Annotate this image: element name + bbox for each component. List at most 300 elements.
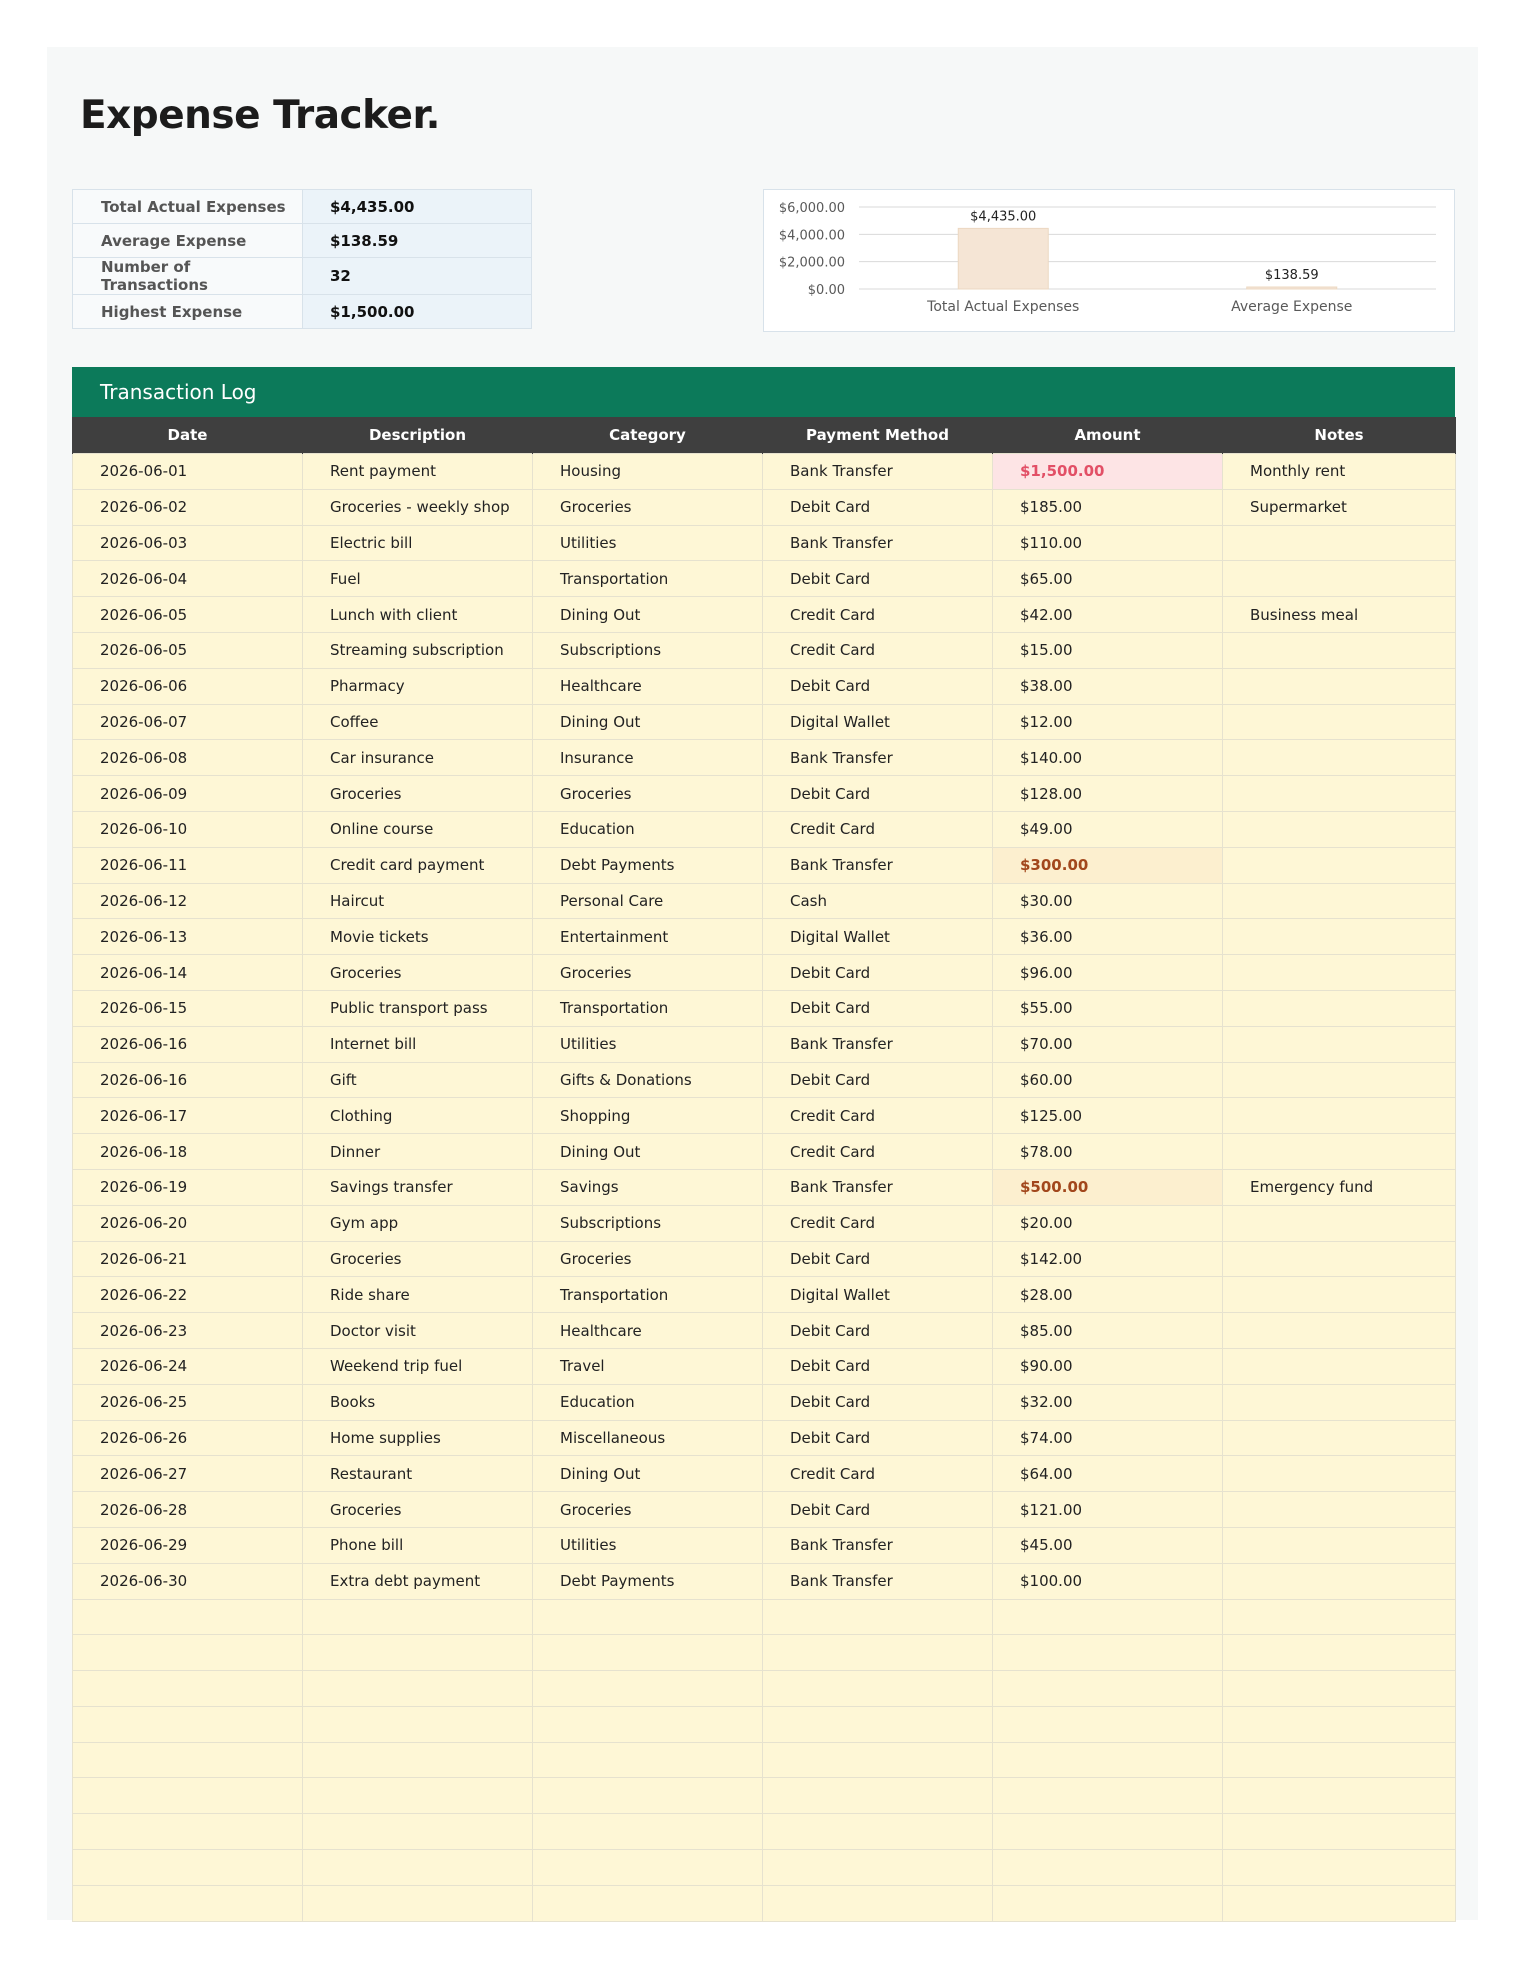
cell-description[interactable]: Groceries	[303, 955, 533, 991]
cell-payment-method[interactable]: Bank Transfer	[763, 1169, 993, 1205]
cell-date[interactable]: 2026-06-17	[73, 1098, 303, 1134]
cell-notes[interactable]: Business meal	[1223, 597, 1456, 633]
cell-category[interactable]: Insurance	[533, 740, 763, 776]
cell-amount[interactable]: $20.00	[993, 1205, 1223, 1241]
cell-description[interactable]: Phone bill	[303, 1527, 533, 1563]
cell-notes[interactable]: Emergency fund	[1223, 1169, 1456, 1205]
cell-description[interactable]: Movie tickets	[303, 919, 533, 955]
cell-date[interactable]: 2026-06-02	[73, 489, 303, 525]
column-header-payment-method[interactable]: Payment Method	[763, 417, 993, 454]
summary-label[interactable]: Highest Expense	[73, 295, 303, 329]
cell-date[interactable]: 2026-06-05	[73, 632, 303, 668]
cell-category[interactable]: Dining Out	[533, 1134, 763, 1170]
cell-notes[interactable]	[1223, 704, 1456, 740]
empty-cell[interactable]	[303, 1742, 533, 1778]
empty-cell[interactable]	[1223, 1671, 1456, 1707]
cell-payment-method[interactable]: Bank Transfer	[763, 1026, 993, 1062]
empty-cell[interactable]	[533, 1742, 763, 1778]
cell-notes[interactable]	[1223, 1062, 1456, 1098]
empty-cell[interactable]	[993, 1850, 1223, 1886]
cell-payment-method[interactable]: Bank Transfer	[763, 1563, 993, 1599]
cell-category[interactable]: Transportation	[533, 990, 763, 1026]
column-header-category[interactable]: Category	[533, 417, 763, 454]
empty-cell[interactable]	[73, 1706, 303, 1742]
cell-amount[interactable]: $74.00	[993, 1420, 1223, 1456]
cell-amount[interactable]: $140.00	[993, 740, 1223, 776]
cell-payment-method[interactable]: Debit Card	[763, 1384, 993, 1420]
chart-y-tick-label: $4,000.00	[778, 228, 845, 244]
cell-category[interactable]: Groceries	[533, 489, 763, 525]
cell-category[interactable]: Shopping	[533, 1098, 763, 1134]
cell-notes[interactable]	[1223, 1134, 1456, 1170]
empty-cell[interactable]	[533, 1599, 763, 1635]
cell-payment-method[interactable]: Debit Card	[763, 489, 993, 525]
cell-description[interactable]: Rent payment	[303, 454, 533, 490]
cell-description[interactable]: Extra debt payment	[303, 1563, 533, 1599]
cell-payment-method[interactable]: Bank Transfer	[763, 740, 993, 776]
empty-cell[interactable]	[303, 1706, 533, 1742]
cell-notes[interactable]	[1223, 1241, 1456, 1277]
chart-y-tick-label: $0.00	[807, 283, 845, 298]
cell-notes[interactable]	[1223, 668, 1456, 704]
cell-notes[interactable]	[1223, 919, 1456, 955]
empty-cell[interactable]	[303, 1850, 533, 1886]
empty-cell[interactable]	[533, 1635, 763, 1671]
summary-value[interactable]: $138.59	[303, 224, 532, 258]
empty-cell[interactable]	[993, 1885, 1223, 1921]
cell-description[interactable]: Groceries	[303, 1241, 533, 1277]
cell-description[interactable]: Pharmacy	[303, 668, 533, 704]
cell-amount[interactable]: $65.00	[993, 561, 1223, 597]
cell-date[interactable]: 2026-06-04	[73, 561, 303, 597]
summary-label[interactable]: Total Actual Expenses	[73, 190, 303, 224]
cell-amount[interactable]: $49.00	[993, 811, 1223, 847]
cell-category[interactable]: Education	[533, 1384, 763, 1420]
table-row	[73, 1277, 1456, 1313]
cell-payment-method[interactable]: Credit Card	[763, 632, 993, 668]
cell-amount[interactable]: $78.00	[993, 1134, 1223, 1170]
empty-cell[interactable]	[993, 1671, 1223, 1707]
cell-category[interactable]: Groceries	[533, 1492, 763, 1528]
cell-notes[interactable]	[1223, 1527, 1456, 1563]
cell-description[interactable]: Credit card payment	[303, 847, 533, 883]
empty-cell[interactable]	[993, 1635, 1223, 1671]
cell-category[interactable]: Savings	[533, 1169, 763, 1205]
empty-cell[interactable]	[303, 1778, 533, 1814]
cell-description[interactable]: Haircut	[303, 883, 533, 919]
cell-date[interactable]: 2026-06-07	[73, 704, 303, 740]
cell-amount[interactable]: $55.00	[993, 990, 1223, 1026]
empty-table-row	[73, 1742, 1456, 1778]
empty-cell[interactable]	[533, 1778, 763, 1814]
cell-category[interactable]: Healthcare	[533, 668, 763, 704]
empty-cell[interactable]	[763, 1706, 993, 1742]
cell-amount[interactable]: $90.00	[993, 1348, 1223, 1384]
cell-notes[interactable]	[1223, 1420, 1456, 1456]
cell-description[interactable]: Groceries	[303, 1492, 533, 1528]
cell-payment-method[interactable]: Credit Card	[763, 811, 993, 847]
cell-category[interactable]: Travel	[533, 1348, 763, 1384]
cell-notes[interactable]	[1223, 1277, 1456, 1313]
empty-cell[interactable]	[993, 1599, 1223, 1635]
table-row	[73, 597, 1456, 633]
chart-data-label: $4,435.00	[970, 209, 1037, 225]
cell-date[interactable]: 2026-06-19	[73, 1169, 303, 1205]
cell-payment-method[interactable]: Bank Transfer	[763, 847, 993, 883]
cell-payment-method[interactable]: Cash	[763, 883, 993, 919]
cell-category[interactable]: Utilities	[533, 525, 763, 561]
table-row	[73, 1134, 1456, 1170]
cell-notes[interactable]	[1223, 1313, 1456, 1349]
page-title: Expense Tracker.	[80, 93, 440, 138]
empty-table-row	[73, 1778, 1456, 1814]
cell-notes[interactable]: Supermarket	[1223, 489, 1456, 525]
empty-table-row	[73, 1850, 1456, 1886]
cell-date[interactable]: 2026-06-13	[73, 919, 303, 955]
cell-category[interactable]: Transportation	[533, 561, 763, 597]
cell-description[interactable]: Savings transfer	[303, 1169, 533, 1205]
empty-cell[interactable]	[763, 1885, 993, 1921]
cell-category[interactable]: Miscellaneous	[533, 1420, 763, 1456]
empty-cell[interactable]	[1223, 1599, 1456, 1635]
summary-value[interactable]: $1,500.00	[303, 295, 532, 329]
cell-amount[interactable]: $28.00	[993, 1277, 1223, 1313]
transaction-log-title: Transaction Log	[72, 367, 1455, 417]
cell-description[interactable]: Streaming subscription	[303, 632, 533, 668]
cell-amount[interactable]: $12.00	[993, 704, 1223, 740]
summary-row-highest	[73, 295, 532, 329]
cell-date[interactable]: 2026-06-10	[73, 811, 303, 847]
cell-date[interactable]: 2026-06-30	[73, 1563, 303, 1599]
cell-date[interactable]: 2026-06-29	[73, 1527, 303, 1563]
empty-cell[interactable]	[303, 1885, 533, 1921]
cell-payment-method[interactable]: Credit Card	[763, 1134, 993, 1170]
cell-amount[interactable]: $42.00	[993, 597, 1223, 633]
cell-amount[interactable]: $60.00	[993, 1062, 1223, 1098]
cell-amount[interactable]: $32.00	[993, 1384, 1223, 1420]
table-row	[73, 955, 1456, 991]
cell-description[interactable]: Public transport pass	[303, 990, 533, 1026]
cell-description[interactable]: Coffee	[303, 704, 533, 740]
empty-cell[interactable]	[763, 1635, 993, 1671]
chart-category-label: Average Expense	[1231, 299, 1353, 315]
table-row	[73, 561, 1456, 597]
cell-category[interactable]: Subscriptions	[533, 1205, 763, 1241]
cell-amount[interactable]: $36.00	[993, 919, 1223, 955]
cell-payment-method[interactable]: Bank Transfer	[763, 525, 993, 561]
cell-description[interactable]: Doctor visit	[303, 1313, 533, 1349]
empty-cell[interactable]	[1223, 1885, 1456, 1921]
empty-cell[interactable]	[73, 1671, 303, 1707]
cell-amount[interactable]: $110.00	[993, 525, 1223, 561]
cell-category[interactable]: Healthcare	[533, 1313, 763, 1349]
table-row	[73, 1492, 1456, 1528]
table-row	[73, 454, 1456, 490]
cell-date[interactable]: 2026-06-23	[73, 1313, 303, 1349]
cell-payment-method[interactable]: Bank Transfer	[763, 1527, 993, 1563]
cell-category[interactable]: Dining Out	[533, 704, 763, 740]
table-row	[73, 704, 1456, 740]
empty-cell[interactable]	[533, 1706, 763, 1742]
empty-cell[interactable]	[1223, 1814, 1456, 1850]
cell-notes[interactable]: Monthly rent	[1223, 454, 1456, 490]
cell-payment-method[interactable]: Debit Card	[763, 1420, 993, 1456]
cell-category[interactable]: Gifts & Donations	[533, 1062, 763, 1098]
cell-date[interactable]: 2026-06-16	[73, 1062, 303, 1098]
cell-amount[interactable]: $185.00	[993, 489, 1223, 525]
table-row	[73, 632, 1456, 668]
cell-notes[interactable]	[1223, 990, 1456, 1026]
cell-amount[interactable]: $128.00	[993, 776, 1223, 812]
cell-payment-method[interactable]: Debit Card	[763, 1062, 993, 1098]
cell-notes[interactable]	[1223, 1456, 1456, 1492]
empty-cell[interactable]	[533, 1885, 763, 1921]
empty-cell[interactable]	[533, 1814, 763, 1850]
table-row	[73, 1313, 1456, 1349]
cell-description[interactable]: Gift	[303, 1062, 533, 1098]
summary-value[interactable]: 32	[303, 258, 532, 295]
empty-cell[interactable]	[73, 1850, 303, 1886]
cell-payment-method[interactable]: Credit Card	[763, 1205, 993, 1241]
cell-payment-method[interactable]: Debit Card	[763, 1348, 993, 1384]
table-row	[73, 740, 1456, 776]
cell-payment-method[interactable]: Debit Card	[763, 668, 993, 704]
cell-date[interactable]: 2026-06-01	[73, 454, 303, 490]
summary-label[interactable]: Number of Transactions	[73, 258, 303, 295]
cell-category[interactable]: Housing	[533, 454, 763, 490]
cell-amount[interactable]: $142.00	[993, 1241, 1223, 1277]
empty-cell[interactable]	[73, 1742, 303, 1778]
cell-amount[interactable]: $30.00	[993, 883, 1223, 919]
cell-date[interactable]: 2026-06-09	[73, 776, 303, 812]
cell-description[interactable]: Lunch with client	[303, 597, 533, 633]
empty-cell[interactable]	[533, 1671, 763, 1707]
cell-description[interactable]: Groceries	[303, 776, 533, 812]
cell-notes[interactable]	[1223, 525, 1456, 561]
cell-description[interactable]: Dinner	[303, 1134, 533, 1170]
cell-category[interactable]: Groceries	[533, 955, 763, 991]
empty-cell[interactable]	[73, 1814, 303, 1850]
cell-payment-method[interactable]: Debit Card	[763, 561, 993, 597]
cell-date[interactable]: 2026-06-06	[73, 668, 303, 704]
table-row	[73, 525, 1456, 561]
cell-payment-method[interactable]: Debit Card	[763, 776, 993, 812]
empty-cell[interactable]	[1223, 1706, 1456, 1742]
table-row	[73, 1348, 1456, 1384]
cell-amount[interactable]: $121.00	[993, 1492, 1223, 1528]
cell-description[interactable]: Internet bill	[303, 1026, 533, 1062]
cell-amount[interactable]: $96.00	[993, 955, 1223, 991]
empty-cell[interactable]	[73, 1885, 303, 1921]
cell-notes[interactable]	[1223, 1348, 1456, 1384]
cell-date[interactable]: 2026-06-20	[73, 1205, 303, 1241]
cell-notes[interactable]	[1223, 1384, 1456, 1420]
cell-description[interactable]: Clothing	[303, 1098, 533, 1134]
cell-date[interactable]: 2026-06-18	[73, 1134, 303, 1170]
empty-cell[interactable]	[303, 1599, 533, 1635]
cell-category[interactable]: Dining Out	[533, 597, 763, 633]
table-row	[73, 1527, 1456, 1563]
cell-notes[interactable]	[1223, 776, 1456, 812]
cell-notes[interactable]	[1223, 883, 1456, 919]
cell-amount[interactable]: $500.00	[993, 1169, 1223, 1205]
cell-description[interactable]: Electric bill	[303, 525, 533, 561]
empty-cell[interactable]	[763, 1671, 993, 1707]
chart-data-label: $138.59	[1264, 268, 1319, 283]
column-header-description[interactable]: Description	[303, 417, 533, 454]
empty-cell[interactable]	[993, 1814, 1223, 1850]
cell-payment-method[interactable]: Debit Card	[763, 990, 993, 1026]
cell-category[interactable]: Debt Payments	[533, 1563, 763, 1599]
cell-category[interactable]: Groceries	[533, 1241, 763, 1277]
table-row	[73, 811, 1456, 847]
column-header-notes[interactable]: Notes	[1223, 417, 1456, 454]
cell-description[interactable]: Car insurance	[303, 740, 533, 776]
cell-date[interactable]: 2026-06-26	[73, 1420, 303, 1456]
cell-notes[interactable]	[1223, 632, 1456, 668]
empty-cell[interactable]	[73, 1778, 303, 1814]
cell-date[interactable]: 2026-06-05	[73, 597, 303, 633]
table-row	[73, 1241, 1456, 1277]
cell-description[interactable]: Home supplies	[303, 1420, 533, 1456]
cell-notes[interactable]	[1223, 847, 1456, 883]
cell-description[interactable]: Ride share	[303, 1277, 533, 1313]
cell-amount[interactable]: $70.00	[993, 1026, 1223, 1062]
cell-date[interactable]: 2026-06-08	[73, 740, 303, 776]
empty-cell[interactable]	[993, 1778, 1223, 1814]
summary-value[interactable]: $4,435.00	[303, 190, 532, 224]
cell-notes[interactable]	[1223, 561, 1456, 597]
cell-notes[interactable]	[1223, 740, 1456, 776]
cell-date[interactable]: 2026-06-11	[73, 847, 303, 883]
cell-payment-method[interactable]: Debit Card	[763, 955, 993, 991]
table-row	[73, 489, 1456, 525]
cell-payment-method[interactable]: Digital Wallet	[763, 919, 993, 955]
cell-date[interactable]: 2026-06-14	[73, 955, 303, 991]
cell-payment-method[interactable]: Credit Card	[763, 1456, 993, 1492]
cell-date[interactable]: 2026-06-28	[73, 1492, 303, 1528]
cell-payment-method[interactable]: Debit Card	[763, 1313, 993, 1349]
cell-category[interactable]: Dining Out	[533, 1456, 763, 1492]
cell-amount[interactable]: $85.00	[993, 1313, 1223, 1349]
empty-cell[interactable]	[1223, 1742, 1456, 1778]
cell-description[interactable]: Weekend trip fuel	[303, 1348, 533, 1384]
empty-cell[interactable]	[763, 1742, 993, 1778]
transaction-log-table	[72, 417, 1456, 1922]
cell-payment-method[interactable]: Debit Card	[763, 1241, 993, 1277]
cell-notes[interactable]	[1223, 811, 1456, 847]
cell-notes[interactable]	[1223, 1098, 1456, 1134]
cell-amount[interactable]: $15.00	[993, 632, 1223, 668]
cell-payment-method[interactable]: Credit Card	[763, 1098, 993, 1134]
cell-notes[interactable]	[1223, 1563, 1456, 1599]
cell-category[interactable]: Personal Care	[533, 883, 763, 919]
cell-date[interactable]: 2026-06-22	[73, 1277, 303, 1313]
cell-category[interactable]: Education	[533, 811, 763, 847]
cell-amount[interactable]: $64.00	[993, 1456, 1223, 1492]
cell-description[interactable]: Books	[303, 1384, 533, 1420]
cell-category[interactable]: Transportation	[533, 1277, 763, 1313]
cell-date[interactable]: 2026-06-24	[73, 1348, 303, 1384]
cell-description[interactable]: Groceries - weekly shop	[303, 489, 533, 525]
cell-amount[interactable]: $100.00	[993, 1563, 1223, 1599]
cell-category[interactable]: Groceries	[533, 776, 763, 812]
empty-cell[interactable]	[303, 1814, 533, 1850]
empty-cell[interactable]	[993, 1742, 1223, 1778]
cell-amount[interactable]: $300.00	[993, 847, 1223, 883]
cell-description[interactable]: Gym app	[303, 1205, 533, 1241]
cell-description[interactable]: Online course	[303, 811, 533, 847]
cell-description[interactable]: Restaurant	[303, 1456, 533, 1492]
empty-cell[interactable]	[1223, 1778, 1456, 1814]
cell-description[interactable]: Fuel	[303, 561, 533, 597]
summary-row-total	[73, 190, 532, 224]
cell-amount[interactable]: $45.00	[993, 1527, 1223, 1563]
cell-category[interactable]: Utilities	[533, 1026, 763, 1062]
chart-y-tick-label: $6,000.00	[778, 201, 845, 216]
empty-cell[interactable]	[1223, 1635, 1456, 1671]
empty-cell[interactable]	[533, 1850, 763, 1886]
cell-date[interactable]: 2026-06-27	[73, 1456, 303, 1492]
empty-cell[interactable]	[303, 1635, 533, 1671]
cell-amount[interactable]: $125.00	[993, 1098, 1223, 1134]
empty-cell[interactable]	[73, 1635, 303, 1671]
table-row	[73, 776, 1456, 812]
cell-date[interactable]: 2026-06-12	[73, 883, 303, 919]
cell-payment-method[interactable]: Bank Transfer	[763, 454, 993, 490]
cell-date[interactable]: 2026-06-25	[73, 1384, 303, 1420]
cell-date[interactable]: 2026-06-16	[73, 1026, 303, 1062]
empty-cell[interactable]	[763, 1850, 993, 1886]
empty-cell[interactable]	[303, 1671, 533, 1707]
cell-payment-method[interactable]: Credit Card	[763, 597, 993, 633]
column-header-date[interactable]: Date	[73, 417, 303, 454]
empty-cell[interactable]	[73, 1599, 303, 1635]
cell-payment-method[interactable]: Debit Card	[763, 1492, 993, 1528]
cell-date[interactable]: 2026-06-21	[73, 1241, 303, 1277]
empty-cell[interactable]	[763, 1599, 993, 1635]
empty-cell[interactable]	[763, 1814, 993, 1850]
log-header-row	[73, 417, 1456, 454]
table-row	[73, 668, 1456, 704]
cell-category[interactable]: Debt Payments	[533, 847, 763, 883]
empty-cell[interactable]	[993, 1706, 1223, 1742]
cell-notes[interactable]	[1223, 1492, 1456, 1528]
table-row	[73, 1384, 1456, 1420]
cell-category[interactable]: Utilities	[533, 1527, 763, 1563]
chart-category-label: Total Actual Expenses	[927, 299, 1080, 315]
column-header-amount[interactable]: Amount	[993, 417, 1223, 454]
empty-cell[interactable]	[1223, 1850, 1456, 1886]
cell-date[interactable]: 2026-06-15	[73, 990, 303, 1026]
cell-notes[interactable]	[1223, 1026, 1456, 1062]
summary-label[interactable]: Average Expense	[73, 224, 303, 258]
cell-category[interactable]: Subscriptions	[533, 632, 763, 668]
empty-table-row	[73, 1635, 1456, 1671]
empty-cell[interactable]	[763, 1778, 993, 1814]
cell-category[interactable]: Entertainment	[533, 919, 763, 955]
table-row	[73, 1098, 1456, 1134]
cell-date[interactable]: 2026-06-03	[73, 525, 303, 561]
chart-bar	[958, 228, 1048, 289]
cell-notes[interactable]	[1223, 955, 1456, 991]
cell-notes[interactable]	[1223, 1205, 1456, 1241]
cell-payment-method[interactable]: Digital Wallet	[763, 1277, 993, 1313]
cell-amount[interactable]: $38.00	[993, 668, 1223, 704]
cell-amount[interactable]: $1,500.00	[993, 454, 1223, 490]
cell-payment-method[interactable]: Digital Wallet	[763, 704, 993, 740]
expense-chart[interactable]	[763, 189, 1455, 332]
